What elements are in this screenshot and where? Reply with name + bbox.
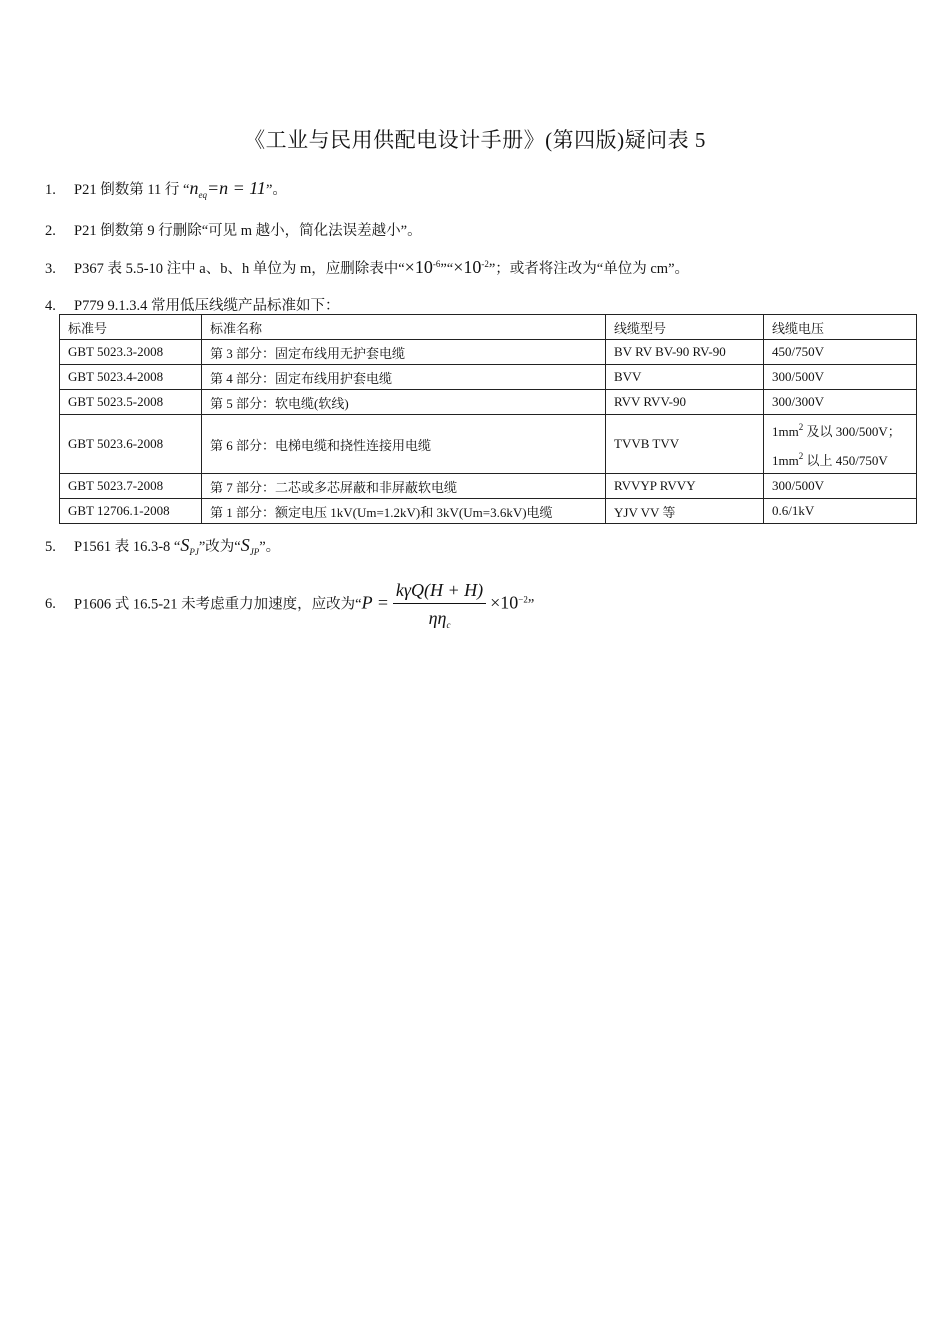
formula-subscript: eq (198, 190, 207, 200)
table-cell: GBT 12706.1-2008 (60, 499, 202, 524)
table-header-row (60, 315, 917, 340)
list-item-3 (45, 257, 689, 278)
list-item-6 (45, 580, 534, 630)
table-cell-voltage-multiline (764, 415, 917, 474)
table-cell: 0.6/1kV (764, 499, 917, 524)
header-cell: 标准号 (60, 315, 202, 340)
table-row (60, 499, 917, 524)
item-text: P1561 表 16.3-8 “ (74, 539, 181, 555)
table-cell: 第 1 部分：额定电压 1kV(Um=1.2kV)和 3kV(Um=3.6kV)电缆 (202, 499, 606, 524)
table-cell: GBT 5023.5-2008 (60, 390, 202, 415)
table-cell: BV RV BV-90 RV-90 (606, 340, 764, 365)
formula-factor-exponent: −2 (518, 594, 528, 605)
formula-numerator: kγQ(H + H) (393, 580, 486, 604)
header-cell: 标准名称 (202, 315, 606, 340)
voltage-superscript: 2 (798, 422, 804, 432)
factor-1: ×10 (404, 257, 433, 277)
item-text: P21 倒数第 9 行删除“可见 m 越小，简化法误差越小”。 (74, 223, 422, 239)
item-text-mid: ”“ (440, 261, 454, 277)
voltage-line-2 (772, 444, 908, 473)
table-cell: RVVYP RVVY (606, 474, 764, 499)
factor-1-exponent: -6 (432, 259, 441, 269)
list-item-2 (45, 219, 422, 240)
item-text-end: ”；或者将注改为“单位为 cm”。 (488, 261, 690, 277)
table-cell: GBT 5023.7-2008 (60, 474, 202, 499)
item-number: 1. (45, 182, 56, 198)
item-text: P779 9.1.3.4 常用低压线缆产品标准如下： (74, 298, 340, 314)
table-cell: GBT 5023.3-2008 (60, 340, 202, 365)
table-cell: GBT 5023.6-2008 (60, 415, 202, 474)
document-title: 《工业与民用供配电设计手册》(第四版)疑问表 5 (244, 128, 706, 152)
table-row (60, 340, 917, 365)
voltage-text: 及以 300/500V； (803, 424, 901, 439)
list-item-1 (45, 178, 287, 200)
table-cell: 第 6 部分：电梯电缆和挠性连接用电缆 (202, 415, 606, 474)
table-cell: 第 5 部分：软电缆(软线) (202, 390, 606, 415)
header-cell: 线缆电压 (764, 315, 917, 340)
list-item-4 (45, 294, 339, 315)
item-number: 6. (45, 596, 56, 613)
item-number: 3. (45, 261, 56, 277)
table-cell: 第 7 部分：二芯或多芯屏蔽和非屏蔽软电缆 (202, 474, 606, 499)
denominator-text: ηη (428, 608, 447, 628)
voltage-superscript: 2 (798, 451, 804, 461)
item-text: P1606 式 16.5-21 未考虑重力加速度，应改为“ (74, 596, 362, 613)
item-text-end: ”。 (265, 182, 287, 198)
item-text-end: ” (527, 596, 535, 613)
voltage-line-1 (772, 415, 908, 444)
item-text: P21 倒数第 11 行 “ (74, 182, 190, 198)
table-cell: 300/300V (764, 390, 917, 415)
voltage-text: 以上 450/750V (803, 453, 888, 468)
table-cell: 第 3 部分：固定布线用无护套电缆 (202, 340, 606, 365)
table-cell: 第 4 部分：固定布线用护套电缆 (202, 365, 606, 390)
table-row (60, 474, 917, 499)
formula-factor: ×10 (490, 592, 519, 613)
table-cell: GBT 5023.4-2008 (60, 365, 202, 390)
formula-n: n (189, 178, 199, 198)
list-item-5 (45, 535, 280, 557)
header-cell: 线缆型号 (606, 315, 764, 340)
table-cell: 300/500V (764, 474, 917, 499)
item-number: 4. (45, 298, 56, 314)
symbol-subscript: JP (249, 547, 260, 557)
table-cell: RVV RVV-90 (606, 390, 764, 415)
symbol-subscript: PJ (189, 547, 199, 557)
voltage-text: 1mm (772, 453, 799, 468)
table-cell: 450/750V (764, 340, 917, 365)
denominator-subscript: c (446, 620, 451, 630)
voltage-text: 1mm (772, 424, 799, 439)
item-text-end: ”。 (259, 539, 281, 555)
item-text: P367 表 5.5-10 注中 a、b、h 单位为 m，应删除表中“ (74, 261, 405, 277)
symbol-s-pj: S (180, 535, 190, 555)
item-number: 5. (45, 539, 56, 555)
formula-denominator (393, 604, 486, 630)
table-row (60, 415, 917, 474)
table-cell: YJV VV 等 (606, 499, 764, 524)
table-cell: BVV (606, 365, 764, 390)
formula-rest: =n = 11 (206, 178, 266, 198)
formula-lhs: P = (361, 592, 389, 613)
table-cell: TVVB TVV (606, 415, 764, 474)
table-cell: 300/500V (764, 365, 917, 390)
factor-2: ×10 (453, 257, 482, 277)
factor-2-exponent: -2 (481, 259, 489, 269)
table-row (60, 390, 917, 415)
cable-standards-table (59, 314, 917, 524)
item-text-mid: ”改为“ (198, 539, 241, 555)
formula-fraction (393, 580, 486, 630)
symbol-s-jp: S (240, 535, 250, 555)
table-row (60, 365, 917, 390)
item-number: 2. (45, 223, 56, 239)
